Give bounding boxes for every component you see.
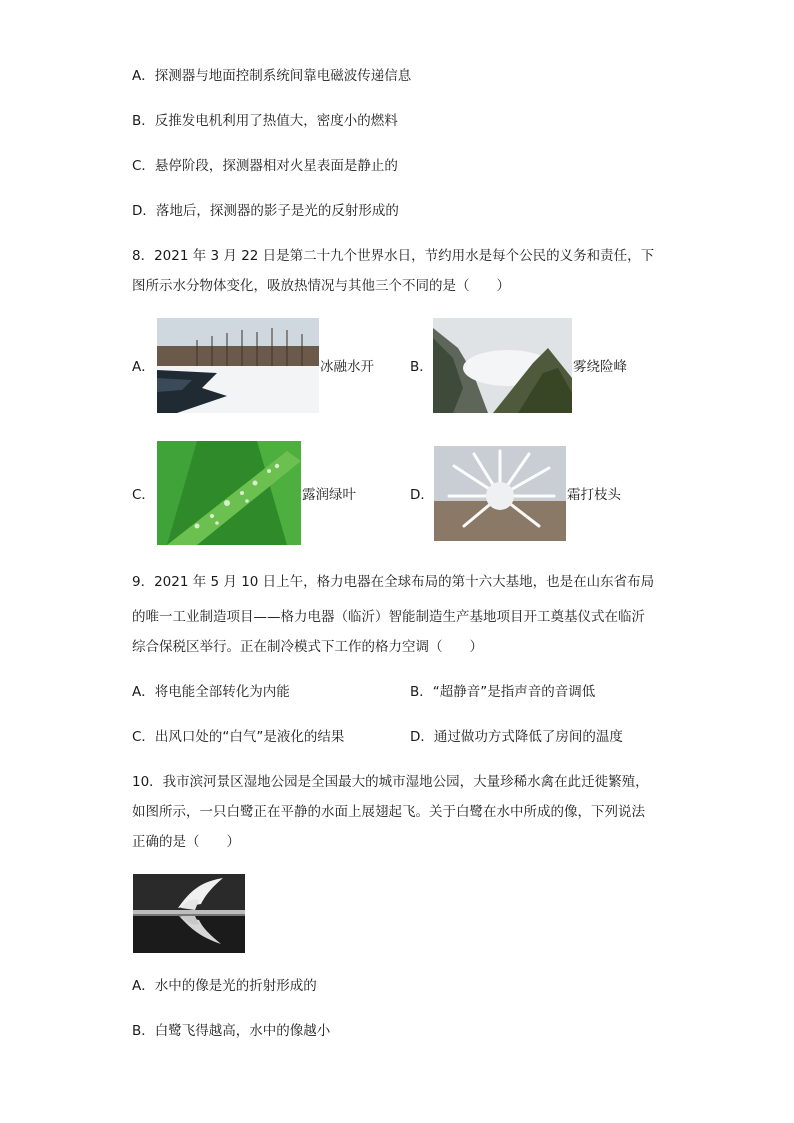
- q9-stem-line-3: 综合保税区举行。正在制冷模式下工作的格力空调（ ）: [132, 639, 483, 655]
- q7-option-d: D．落地后，探测器的影子是光的反射形成的: [132, 203, 399, 219]
- q8-choice-a-letter: A．: [132, 359, 155, 375]
- q10-stem-line-1: 10．我市滨河景区湿地公园是全国最大的城市湿地公园，大量珍稀水禽在此迁徙繁殖，: [132, 774, 649, 790]
- q9-stem-line-2: 的唯一工业制造项目——格力电器（临沂）智能制造生产基地项目开工奠基仪式在临沂: [132, 609, 645, 625]
- q7-option-b: B．反推发电机利用了热值大，密度小的燃料: [132, 113, 398, 129]
- q9-option-b: B．“超静音”是指声音的音调低: [410, 684, 596, 700]
- frosted-branch-photo: [434, 446, 566, 541]
- egret-reflection-photo: [133, 874, 245, 953]
- q10-stem-line-3: 正确的是（ ）: [132, 834, 240, 850]
- q8-choice-b-letter: B．: [410, 359, 433, 375]
- q8-stem-line-2: 图所示水分物体变化，吸放热情况与其他三个不同的是（ ）: [132, 278, 510, 294]
- q9-option-a: A．将电能全部转化为内能: [132, 684, 290, 700]
- q9-option-d: D．通过做功方式降低了房间的温度: [410, 729, 623, 745]
- melting-ice-photo: [157, 318, 319, 413]
- dewy-leaf-photo: [157, 441, 301, 545]
- q10-stem-line-2: 如图所示，一只白鹭正在平静的水面上展翅起飞。关于白鹭在水中所成的像，下列说法: [132, 804, 645, 820]
- q8-stem-line-1: 8．2021 年 3 月 22 日是第二十九个世界水日，节约用水是每个公民的义务和责任，下: [132, 248, 655, 264]
- q9-stem-line-1: 9．2021 年 5 月 10 日上午，格力电器在全球布局的第十六大基地，也是在山东省布局: [132, 574, 655, 590]
- q8-choice-d-caption: 霜打枝头: [567, 487, 621, 503]
- misty-peaks-photo: [433, 318, 572, 413]
- q8-choice-d-letter: D．: [410, 487, 434, 503]
- q10-option-a: A．水中的像是光的折射形成的: [132, 978, 317, 994]
- q8-choice-a-caption: 冰融水开: [320, 359, 374, 375]
- q8-choice-c-caption: 露润绿叶: [302, 487, 356, 503]
- q7-option-c: C．悬停阶段，探测器相对火星表面是静止的: [132, 158, 398, 174]
- q7-option-a: A．探测器与地面控制系统间靠电磁波传递信息: [132, 68, 412, 84]
- q10-option-b: B．白鹭飞得越高，水中的像越小: [132, 1023, 331, 1039]
- q9-option-c: C．出风口处的“白气”是液化的结果: [132, 729, 345, 745]
- q8-choice-c-letter: C．: [132, 487, 155, 503]
- q8-choice-b-caption: 雾绕险峰: [573, 359, 627, 375]
